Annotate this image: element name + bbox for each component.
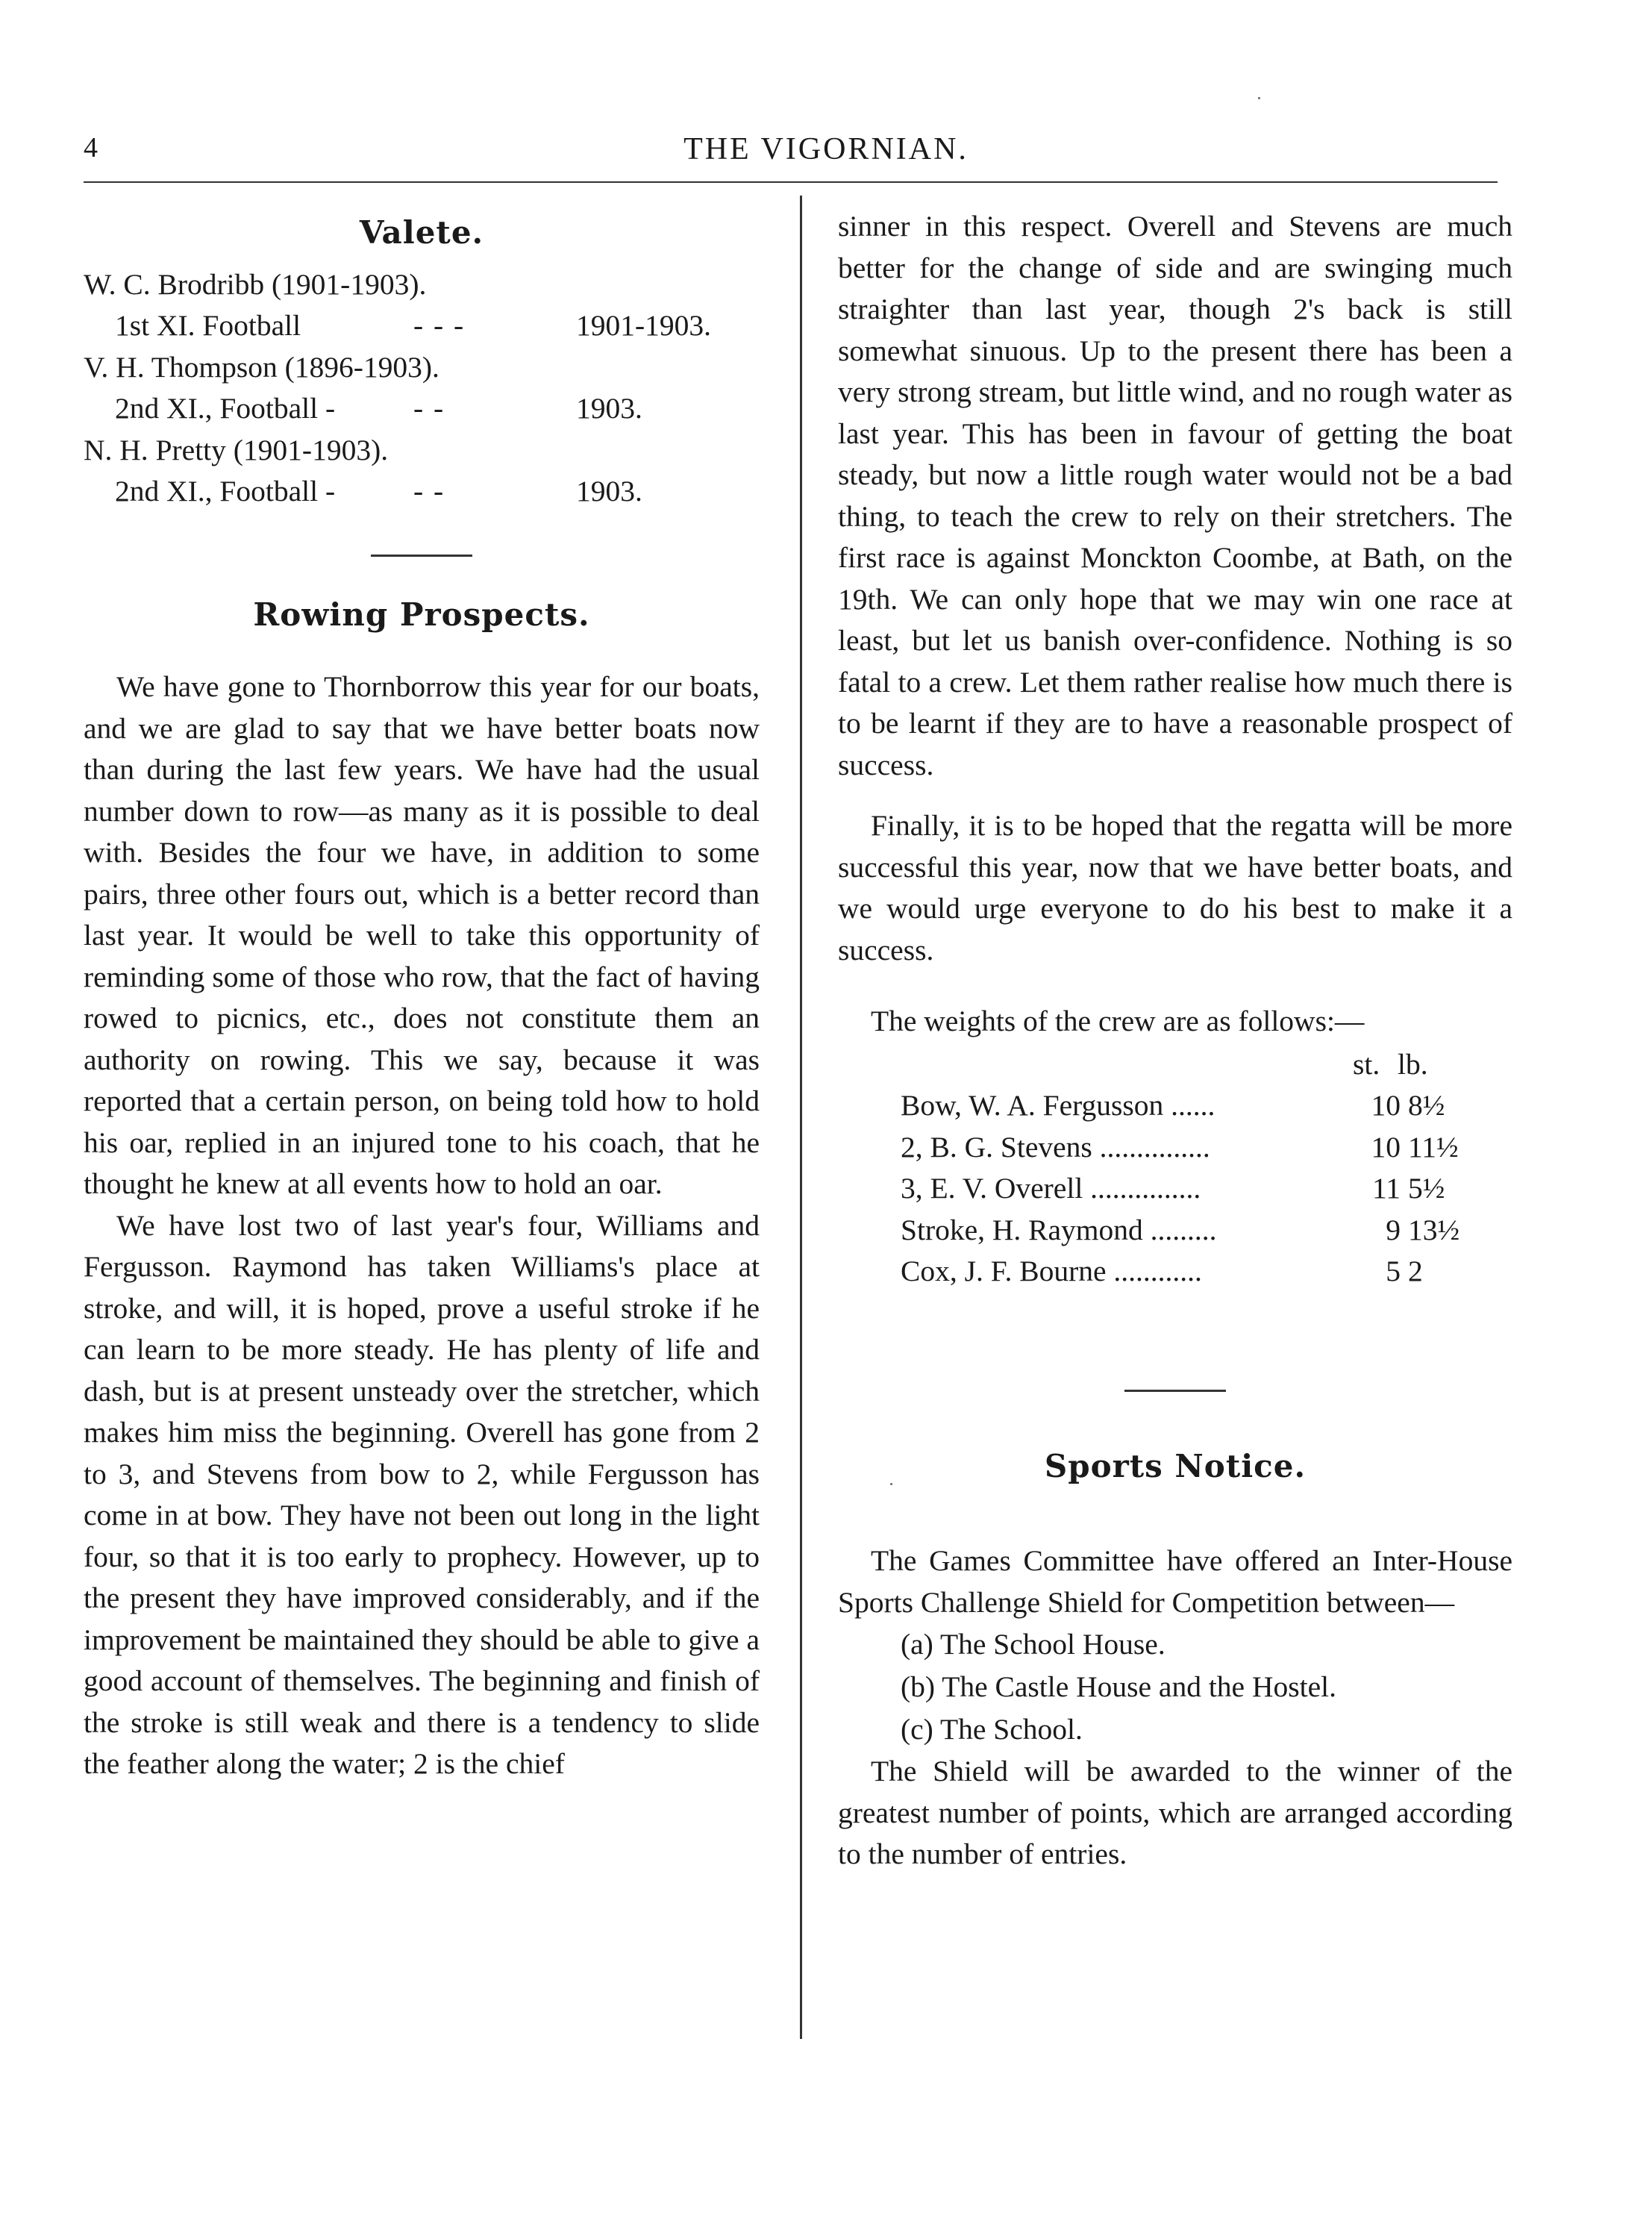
valete-name: N. H. Pretty (1901-1903).	[84, 433, 389, 466]
valete-team: 1st XI. Football	[115, 309, 301, 342]
right-column	[838, 206, 1512, 1876]
crew-pounds: 8½	[1408, 1089, 1445, 1122]
rowing-paragraph: Finally, it is to be hoped that the regatta will be more successful this year, now that we have better boats, and we would urge everyone to do his best to make it a success.	[838, 809, 1512, 966]
house-list	[901, 1623, 1512, 1751]
crew-stone: 5	[1386, 1255, 1401, 1287]
crew-row	[901, 1251, 1512, 1293]
crew-stone: 11	[1371, 1172, 1401, 1205]
sports-closing: The Shield will be awarded to the winner of the greatest number of points, which are arranged according to the number of entries.	[838, 1755, 1512, 1870]
crew-pounds: 13½	[1408, 1213, 1460, 1246]
crew-stone: 9	[1386, 1213, 1401, 1246]
house-item: (c) The School.	[901, 1713, 1083, 1746]
crew-position: Stroke, H. Raymond .........	[901, 1213, 1217, 1246]
rowing-heading: Rowing Prospects.	[253, 596, 590, 633]
crew-stone: 10	[1371, 1089, 1401, 1122]
page-number: 4	[84, 132, 98, 163]
valete-entry	[84, 264, 760, 347]
valete-years: 1903.	[576, 475, 642, 508]
weights-header	[901, 1044, 1512, 1086]
weights-intro: The weights of the crew are as follows:—	[871, 1005, 1365, 1037]
weights-header-st: st.	[1353, 1047, 1380, 1081]
header-rule	[84, 181, 1498, 183]
valete-dashes: - -	[413, 475, 445, 508]
rowing-paragraph: We have gone to Thornborrow this year for our boats, and we are glad to say that we have better boats now than during the last few years. We have had the usual number down to row—as many as it is possible to deal with. Besides the four we have, in addition to some pairs, three other fours out, which is a better record than last year. It would be well to take this opportunity of reminding some of those who row, that the fact of having rowed to picnics, etc., does not constitute them an authority on rowing. This we say, because it was reported that a certain person, on being told how to hold his oar, replied in an injured tone to his coach, that he thought he knew at all events how to hold an oar.	[84, 670, 760, 1200]
sports-intro: The Games Committee have offered an Inter-House Sports Challenge Shield for Competition between—	[838, 1544, 1512, 1619]
valete-name: W. C. Brodribb (1901-1903).	[84, 267, 427, 301]
valete-name: V. H. Thompson (1896-1903).	[84, 350, 439, 384]
weights-header-lb: lb.	[1398, 1047, 1428, 1081]
crew-pounds: 2	[1408, 1255, 1423, 1287]
valete-dashes: - - -	[413, 309, 466, 342]
print-speck	[1258, 97, 1260, 99]
valete-entry	[84, 430, 760, 513]
house-item: (a) The School House.	[901, 1628, 1166, 1661]
crew-row	[901, 1210, 1512, 1252]
valete-years: 1901-1903.	[576, 309, 712, 342]
crew-position: 3, E. V. Overell ...............	[901, 1172, 1201, 1205]
section-rule	[1124, 1390, 1226, 1392]
valete-entry	[84, 347, 760, 430]
sports-notice	[838, 1540, 1512, 1876]
print-speck	[890, 1483, 892, 1485]
rowing-paragraph: We have lost two of last year's four, Williams and Fergusson. Raymond has taken Williams's place at stroke, and will, it is hoped, prove a useful stroke if he can learn to be more steady. He has plenty of life and dash, but is at present unsteady over the stretcher, which makes him miss the beginning. Overell has gone from 2 to 3, and Stevens from bow to 2, while Fergusson has come in at bow. They have not been out long in the light four, so that it is too early to prophecy. However, up to the present they have improved considerably, and if the improvement be maintained they should be able to give a good account of themselves. The beginning and finish of the stroke is still weak and there is a tendency to slide the feather along the water; 2 is the chief	[84, 1208, 760, 1780]
rowing-paragraph-continued: sinner in this respect. Overell and Stevens are much better for the change of side and are swinging much straighter than last year, though 2's back is still somewhat sinuous. Up to the present there has been a very strong stream, but little wind, and no rough water as last year. This has been in favour of getting the boat steady, but now a little rough water would not be a bad thing, to teach the crew to rely on their stretchers. The first race is against Monckton Coombe, at Bath, on the 19th. We can only hope that we may win one race at least, but let us banish over-confidence. Nothing is so fatal to a crew. Let them rather realise how much there is to be learnt if they are to have a reasonable prospect of success.	[838, 210, 1512, 781]
crew-pounds: 5½	[1408, 1172, 1445, 1205]
crew-position: 2, B. G. Stevens ...............	[901, 1130, 1210, 1164]
valete-team: 2nd XI., Football -	[115, 475, 336, 508]
crew-row	[901, 1168, 1512, 1210]
valete-years: 1903.	[576, 392, 642, 425]
column-divider	[800, 196, 802, 2039]
crew-row	[901, 1085, 1512, 1127]
house-item: (b) The Castle House and the Hostel.	[901, 1670, 1336, 1703]
crew-stone: 10	[1371, 1130, 1401, 1164]
valete-dashes: - -	[413, 392, 445, 425]
crew-row	[901, 1127, 1512, 1169]
sports-heading: Sports Notice.	[1044, 1447, 1307, 1484]
section-rule	[371, 555, 472, 557]
crew-position: Bow, W. A. Fergusson ......	[901, 1089, 1215, 1122]
valete-team: 2nd XI., Football -	[115, 392, 336, 425]
left-column	[84, 206, 760, 1785]
crew-position: Cox, J. F. Bourne ............	[901, 1255, 1202, 1287]
running-head: THE VIGORNIAN.	[683, 132, 969, 166]
crew-weights-table	[901, 1044, 1512, 1293]
crew-pounds: 11½	[1408, 1130, 1459, 1164]
valete-heading: Valete.	[359, 214, 484, 251]
